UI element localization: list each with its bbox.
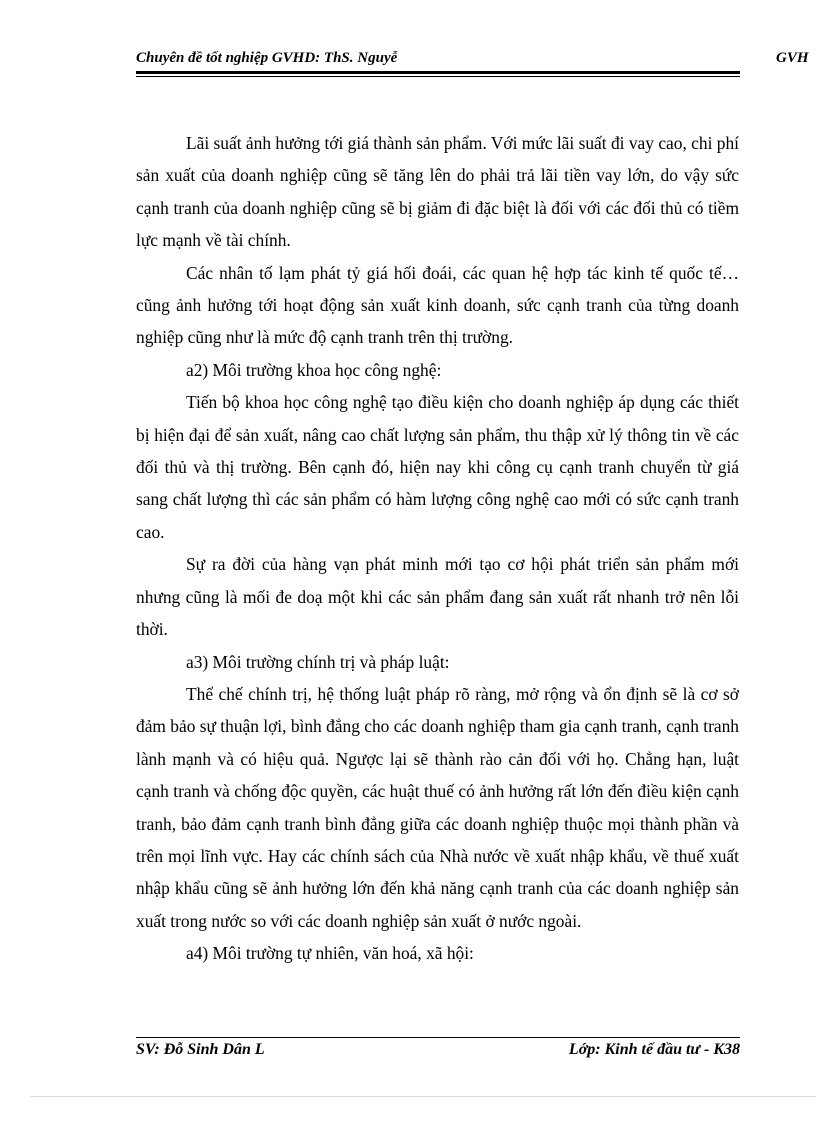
header-left-text: Chuyên đề tốt nghiệp GVHD: ThS. Nguyễ xyxy=(136,50,398,66)
section-heading: a4) Môi trường tự nhiên, văn hoá, xã hội: xyxy=(186,943,474,964)
footer-student: SV: Đỗ Sinh Dân L xyxy=(136,1041,265,1058)
body-text xyxy=(136,127,739,970)
header-rule-thin xyxy=(136,76,740,77)
header-right-text: GVH xyxy=(776,50,809,66)
section-heading: a2) Môi trường khoa học công nghệ: xyxy=(186,359,442,380)
paragraph: Sự ra đời của hàng vạn phát minh mới tạo cơ hội phát triển sản phẩm mới nhưng cũng là mối đe doạ một khi các sản phẩm đang sản xuất rất nhanh trở nên lỗi thời. xyxy=(136,554,739,640)
section-heading: a3) Môi trường chính trị và pháp luật: xyxy=(186,651,450,672)
paragraph: Lãi suất ảnh hưởng tới giá thành sản phẩm. Với mức lãi suất đi vay cao, chi phí sản xuất của doanh nghiệp cũng sẽ tăng lên do phải trả lãi tiền vay lớn, do vậy sức cạnh tranh của doanh nghiệp cũng sẽ bị giảm đi đặc biệt là đối với các đối thủ có tiềm lực mạnh về tài chính. xyxy=(136,133,739,251)
paragraph: Các nhân tố lạm phát tỷ giá hối đoái, các quan hệ hợp tác kinh tế quốc tế… cũng ảnh hưởng tới hoạt động sản xuất kinh doanh, sức cạnh tranh của từng doanh nghiệp cũng như là mức độ cạnh tranh trên thị trường. xyxy=(136,262,739,348)
footer-class: Lớp: Kinh tế đầu tư - K38 xyxy=(568,1041,740,1058)
paragraph: Tiến bộ khoa học công nghệ tạo điều kiện cho doanh nghiệp áp dụng các thiết bị hiện đại để sản xuất, nâng cao chất lượng sản phẩm, thu thập xử lý thông tin về các đối thủ và thị trường. Bên cạnh đó, hiện nay khi công cụ cạnh tranh chuyển từ giá sang chất lượng thì các sản phẩm có hàm lượng công nghệ cao mới có sức cạnh tranh cao. xyxy=(136,392,739,542)
header-rule-thick xyxy=(136,71,740,74)
paragraph: Thể chế chính trị, hệ thống luật pháp rõ ràng, mở rộng và ổn định sẽ là cơ sở đảm bảo sự thuận lợi, bình đẳng cho các doanh nghiệp tham gia cạnh tranh, cạnh tranh lành mạnh và có hiệu quả. Ngược lại sẽ thành rào cản đối với họ. Chẳng hạn, luật cạnh tranh và chống độc quyền, các huật thuế có ảnh hưởng rất lớn đến điều kiện cạnh tranh, bảo đảm cạnh tranh bình đẳng giữa các doanh nghiệp thuộc mọi thành phần và trên mọi lĩnh vực. Hay các chính sách của Nhà nước về xuất nhập khẩu, về thuế xuất nhập khẩu cũng sẽ ảnh hưởng lớn đến khả năng cạnh tranh của các doanh nghiệp sản xuất trong nước so với các doanh nghiệp sản xuất ở nước ngoài. xyxy=(136,683,739,931)
footer-rule xyxy=(136,1037,740,1038)
page-bottom-edge xyxy=(30,1096,816,1097)
